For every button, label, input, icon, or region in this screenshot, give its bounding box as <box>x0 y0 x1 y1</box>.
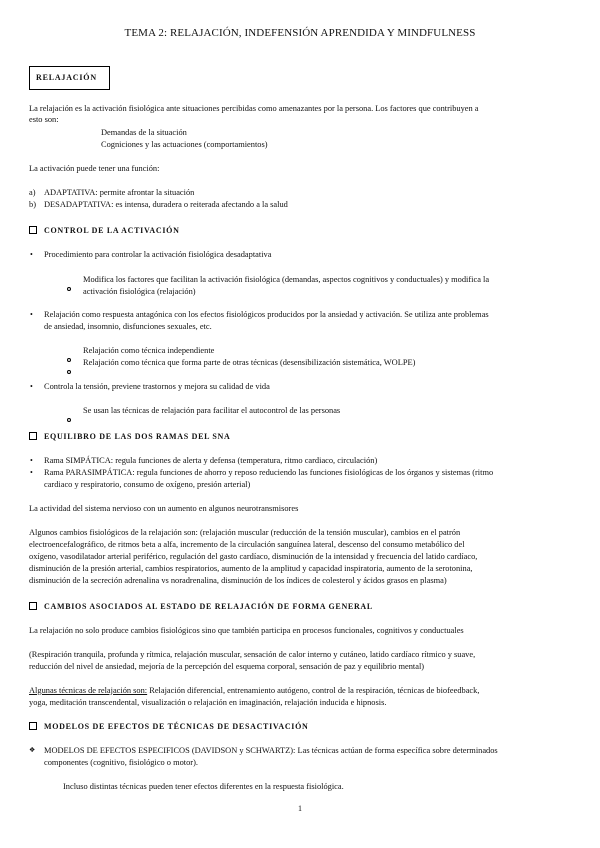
list-marker-b: b) <box>29 200 36 209</box>
intro-line-1: La relajación es la activación fisiológica ante situaciones percibidas como amenazantes por la persona. Los factores que contribuyen a <box>29 104 479 113</box>
sna-paragraph-2-line-4: disminución de la presión arterial, cambios respiratorios, aumento de la amplitud y capacidad inspiratoria, aumento de la serotonina, <box>29 564 473 573</box>
sna-bullet-simpatica: Rama SIMPÁTICA: regula funciones de alerta y defensa (temperatura, ritmo cardiaco, circulación) <box>44 456 378 465</box>
list-marker-a: a) <box>29 188 36 197</box>
bullet-icon: • <box>30 456 33 465</box>
circle-bullet-icon <box>67 361 71 379</box>
cambios-paragraph-3-line-2: yoga, meditación transcendental, visualización o relajación en imaginación, relajación inducida e hipnosis. <box>29 698 387 707</box>
section-heading-sna: EQUILIBRO DE LAS DOS RAMAS DEL SNA <box>29 431 231 442</box>
cambios-paragraph-3-line-1: Algunas técnicas de relajación son: Relajación diferencial, entrenamiento autógeno, control de la respiración, técnicas de biofeedback, <box>29 686 480 695</box>
factor-demandas: Demandas de la situación <box>101 128 187 137</box>
page-title: TEMA 2: RELAJACIÓN, INDEFENSIÓN APRENDIDA Y MINDFULNESS <box>124 27 476 39</box>
sna-bullet-parasimpatica-line-2: cardiaco y respiratorio, consumo de oxígeno, presión arterial) <box>44 480 251 489</box>
checkbox-icon <box>29 432 37 440</box>
checkbox-icon <box>29 226 37 234</box>
sna-bullet-parasimpatica-line-1: Rama PARASIMPÁTICA: regula funciones de ahorro y reposo reduciendo las funciones fisiológicas de los órganos y sistemas (ritmo <box>44 468 494 477</box>
section-heading-modelos: MODELOS DE EFECTOS DE TÉCNICAS DE DESACTIVACIÓN <box>29 721 309 732</box>
control-bullet-1: Procedimiento para controlar la activación fisiológica desadaptativa <box>44 250 272 259</box>
control-bullet-2-line-1: Relajación como respuesta antagónica con los efectos fisiológicos producidos por la ansiedad y activación. Se utiliza ante problemas <box>44 310 489 319</box>
cambios-paragraph-1: La relajación no solo produce cambios fisiológicos sino que también participa en procesos funcionales, cognitivos y conductuales <box>29 626 464 635</box>
bullet-icon: • <box>30 468 33 477</box>
checkbox-icon <box>29 722 37 730</box>
control-sub-2-1: Relajación como técnica independiente <box>83 346 215 355</box>
sna-paragraph-2-line-2: electroencefalográfico, de ritmos beta a alfa, incremento de la circulación sanguínea lateral, descenso del consumo metabólico del <box>29 540 465 549</box>
desadaptativa-text: DESADAPTATIVA: es intensa, duradera o reiterada afectando a la salud <box>44 200 288 209</box>
bullet-icon: • <box>30 250 33 259</box>
sna-paragraph-2-line-1: Algunos cambios fisiológicos de la relajación son: (relajación muscular (reducción de la tensión muscular), cambios en el patrón <box>29 528 461 537</box>
section-heading-cambios: CAMBIOS ASOCIADOS AL ESTADO DE RELAJACIÓN DE FORMA GENERAL <box>29 601 373 612</box>
control-bullet-2-line-2: de ansiedad, insomnio, disfunciones sexuales, etc. <box>44 322 212 331</box>
modelos-bullet-line-2: componentes (cognitivo, fisiológico o motor). <box>44 758 198 767</box>
modelos-bullet-line-1: MODELOS DE EFECTOS ESPECIFICOS (DAVIDSON y SCHWARTZ): Las técnicas actúan de forma específica sobre determinados <box>44 746 498 755</box>
sna-paragraph-2-line-3: oxígeno, vasodilatador arterial periférico, regulación del gasto cardíaco, disminución de la intensidad y frecuencia del latido cardíaco, <box>29 552 478 561</box>
control-sub-3: Se usan las técnicas de relajación para facilitar el autocontrol de las personas <box>83 406 341 415</box>
control-bullet-3: Controla la tensión, previene trastornos y mejora su calidad de vida <box>44 382 270 391</box>
modelos-paragraph: Incluso distintas técnicas pueden tener efectos diferentes en la respuesta fisiológica. <box>63 782 344 791</box>
bullet-icon: • <box>30 382 33 391</box>
circle-bullet-icon <box>67 409 71 427</box>
control-sub-1-line-1: Modifica los factores que facilitan la activación fisiológica (demandas, aspectos cognitivos y conductuales) y modifica la <box>83 275 490 284</box>
control-sub-2-2: Relajación como técnica que forma parte de otras técnicas (desensibilización sistemática, WOLPE) <box>83 358 416 367</box>
cambios-paragraph-2-line-2: reducción del nivel de ansiedad, mejoría de la percepción del esquema corporal, sensación de paz y equilibrio mental) <box>29 662 425 671</box>
factor-cogniciones: Cogniciones y las actuaciones (comportamientos) <box>101 140 268 149</box>
diamond-bullet-icon: ❖ <box>29 746 36 754</box>
circle-bullet-icon <box>67 278 71 296</box>
page-number: 1 <box>298 804 302 813</box>
checkbox-icon <box>29 602 37 610</box>
control-sub-1-line-2: activación fisiológica (relajación) <box>83 287 196 296</box>
sna-paragraph-1: La actividad del sistema nervioso con un aumento en algunos neurotransmisores <box>29 504 299 513</box>
section-heading-control: CONTROL DE LA ACTIVACIÓN <box>29 225 180 236</box>
tecnicas-label: Algunas técnicas de relajación son: <box>29 686 148 695</box>
cambios-paragraph-2-line-1: (Respiración tranquila, profunda y rítmica, relajación muscular, sensación de calor interno y cutáneo, latido cardíaco rítmico y suave, <box>29 650 476 659</box>
intro-line-2: esto son: <box>29 115 59 124</box>
sna-paragraph-2-line-5: disminución de la secreción adrenalina vs noradrenalina, disminución de los índices de colesterol y ácidos grasos en plasma) <box>29 576 447 585</box>
section-heading-relajacion: RELAJACIÓN <box>29 66 110 90</box>
adaptativa-text: ADAPTATIVA: permite afrontar la situación <box>44 188 195 197</box>
bullet-icon: • <box>30 310 33 319</box>
funcion-text: La activación puede tener una función: <box>29 164 160 173</box>
